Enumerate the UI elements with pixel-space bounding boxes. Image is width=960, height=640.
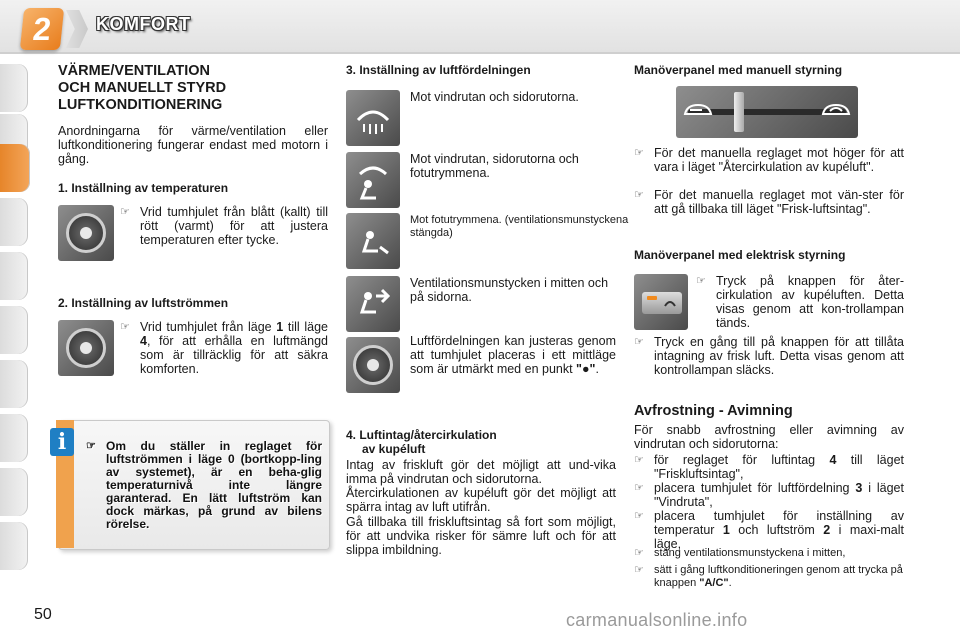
feet-only-icon: [346, 213, 400, 269]
title-line: VÄRME/VENTILATION: [58, 63, 210, 79]
manual-slider-image: [676, 86, 858, 138]
distribution-item: Mot fotutrymmena. (ventilationsmunstyckena stängda): [410, 214, 629, 239]
distribution-item: Mot vindrutan, sidorutorna och fotutrymmena.: [410, 152, 579, 180]
page-title: [58, 63, 328, 114]
chapter-tab-7[interactable]: [0, 414, 28, 462]
hand-pointer-icon: ☞: [634, 454, 644, 466]
air-intake-text-2: Återcirkulationen av kupéluft gör det möjligt att spärra intag av luft utifrån.: [346, 486, 616, 514]
title-line: LUFTKONDITIONERING: [58, 97, 223, 113]
electric-recirc-instruction: ☞ Tryck på knappen för åter-cirkulation av kupéluften. Detta visas genom att kon-trollampan tänds.: [696, 274, 904, 330]
hand-pointer-icon: ☞: [634, 510, 644, 522]
manual-fresh-instruction: ☞ För det manuella reglaget mot vän-ster för att gå tillbaka till läget "Frisk-luftsintag".: [634, 188, 904, 216]
chapter-tab-3[interactable]: [0, 198, 28, 246]
chapter-badge: 2: [20, 8, 64, 50]
hand-pointer-icon: ☞: [634, 564, 644, 576]
hand-pointer-icon: ☞: [634, 189, 644, 201]
section-heading-air-intake: 4. Luftintag/återcirkulation av kupéluft: [346, 428, 497, 456]
section-heading-electric-panel: Manöverpanel med elektrisk styrning: [634, 248, 846, 262]
info-text: ☞ Om du ställer in reglaget för luftströmmen i läge 0 (bortkopp-ling av systemet), är en beha-glig temperaturnivå inte längre garanterad. En lätt luftström kan dock märkas, på grund av bilens rörelse.: [86, 439, 322, 531]
air-intake-text-1: Intag av friskluft gör det möjligt att und-vika imma på vindrutan och sidorutorna.: [346, 458, 616, 486]
hand-pointer-icon: ☞: [696, 275, 706, 287]
chapter-tab-active[interactable]: [0, 144, 30, 192]
hand-pointer-icon: ☞: [634, 482, 644, 494]
air-intake-text-3: Gå tillbaka till friskluftsintag så fort som möjligt, för att undvika risker för sämre luft och för att slippa imbildning.: [346, 515, 616, 557]
section-heading-temperature: 1. Inställning av temperaturen: [58, 181, 229, 195]
recirc-button-image: [634, 274, 688, 330]
watermark: carmanualsonline.info: [566, 610, 748, 630]
defrost-step: ☞ sätt i gång luftkonditioneringen genom att trycka på knappen "A/C".: [634, 564, 903, 589]
hand-pointer-icon: ☞: [120, 321, 130, 333]
manual-recirc-instruction: ☞ För det manuella reglaget mot höger för att vara i läget "Återcirkulation av kupéluft".: [634, 146, 904, 174]
chapter-tab-8[interactable]: [0, 468, 28, 516]
title-line: OCH MANUELLT STYRD: [58, 80, 227, 96]
chapter-title: KOMFORT: [96, 14, 191, 34]
section-heading-distribution: 3. Inställning av luftfördelningen: [346, 63, 531, 77]
distribution-item: Ventilationsmunstycken i mitten och på sidorna.: [410, 276, 609, 304]
temperature-instruction: ☞ Vrid tumhjulet från blått (kallt) till rött (varmt) för att justera temperaturen efter tycke.: [120, 205, 328, 247]
section-heading-airflow: 2. Inställning av luftströmmen: [58, 296, 229, 310]
chapter-tab-1[interactable]: [0, 64, 28, 112]
header-divider: [0, 52, 960, 54]
hand-pointer-icon: ☞: [86, 440, 96, 452]
electric-fresh-instruction: ☞ Tryck en gång till på knappen för att tillåta intagning av frisk luft. Detta visas genom att kontrollampan släcks.: [634, 335, 904, 377]
distribution-knob-image: [346, 337, 400, 393]
hand-pointer-icon: ☞: [120, 206, 130, 218]
windscreen-feet-icon: [346, 152, 400, 208]
chapter-tab-6[interactable]: [0, 360, 28, 408]
intro-text: Anordningarna för värme/ventilation eller luftkonditionering fungerar endast med motorn i gång.: [58, 124, 328, 166]
hand-pointer-icon: ☞: [634, 547, 644, 559]
chapter-tab-5[interactable]: [0, 306, 28, 354]
section-heading-defrost: Avfrostning - Avimning: [634, 403, 793, 419]
chapter-tab-9[interactable]: [0, 522, 28, 570]
hand-pointer-icon: ☞: [634, 336, 644, 348]
temperature-knob-image: [58, 205, 114, 261]
defrost-step: ☞ placera tumhjulet för inställning av temperatur 1 och luftström 2 i maxi-malt läge,: [634, 509, 905, 551]
section-heading-manual-panel: Manöverpanel med manuell styrning: [634, 63, 843, 77]
hand-pointer-icon: ☞: [634, 147, 644, 159]
vents-icon: [346, 276, 400, 332]
distribution-item: Mot vindrutan och sidorutorna.: [410, 90, 579, 104]
airflow-instruction: ☞ Vrid tumhjulet från läge 1 till läge 4, för att erhålla en luftmängd som är tillräcklig för att säkra komforten.: [120, 320, 328, 376]
defrost-intro: För snabb avfrostning eller avimning av vindrutan och sidorutorna:: [634, 423, 904, 451]
chapter-tab-4[interactable]: [0, 252, 28, 300]
distribution-middle-note: Luftfördelningen kan justeras genom att tumhjulet placeras i ett mittläge som är utmärkt med en punkt "●".: [410, 334, 616, 376]
defrost-step: ☞ placera tumhjulet för luftfördelning 3 i läget "Vindruta",: [634, 481, 904, 509]
defrost-step: ☞ stäng ventilationsmunstyckena i mitten,: [634, 547, 846, 559]
info-icon: i: [50, 428, 74, 456]
defrost-windscreen-icon: [346, 90, 400, 146]
page-number: 50: [34, 606, 52, 623]
airflow-knob-image: [58, 320, 114, 376]
defrost-step: ☞ för reglaget för luftintag 4 till läget "Friskluftsintag",: [634, 453, 904, 481]
